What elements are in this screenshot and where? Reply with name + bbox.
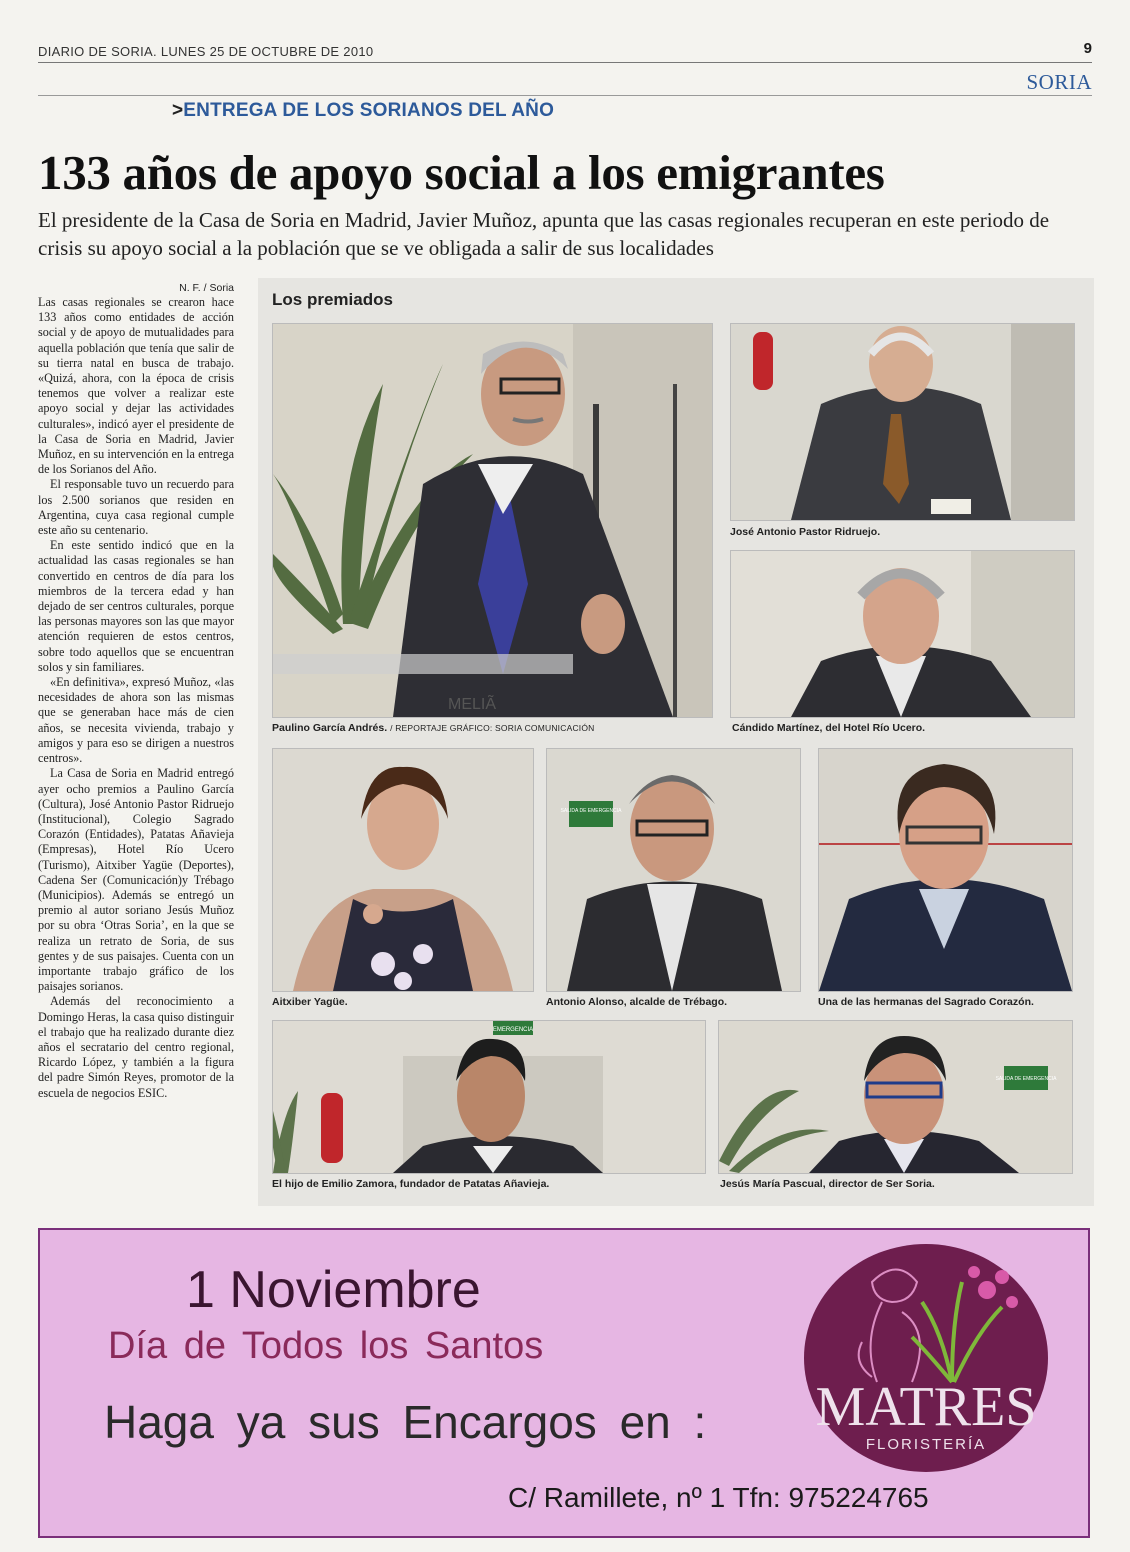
gallery-title: Los premiados [272, 290, 393, 309]
paragraph: Además del reconocimiento a Domingo Heras, la casa quiso distinguir el trabajo que ha realizado durante diez años el secratario del centro regional, Ricardo López, y también a la figura del padre Simón Reyes, promotor de la escuela de negocios ESIC. [38, 994, 234, 1100]
subheadline: El presidente de la Casa de Soria en Madrid, Javier Muñoz, apunta que las casas regionales recuperan en este periodo de crisis su apoyo social a la población que se ve obligada a salir de sus localidades [38, 208, 1050, 260]
caption-pastor: José Antonio Pastor Ridruejo. [730, 526, 881, 538]
header-rule [38, 62, 1092, 63]
exit-sign-text: SALIDA DE EMERGENCIA [995, 1076, 1057, 1082]
caption-hijo-zamora: El hijo de Emilio Zamora, fundador de Patatas Añavieja. [272, 1178, 550, 1190]
caption-hermana: Una de las hermanas del Sagrado Corazón. [818, 996, 1034, 1008]
date-line: DIARIO DE SORIA. LUNES 25 DE OCTUBRE DE 2010 [38, 44, 374, 59]
kicker-text: ENTREGA DE LOS SORIANOS DEL AÑO [183, 100, 555, 121]
photo-hermana-sagrado-corazon [818, 748, 1073, 992]
logo-name: MATRES [815, 1376, 1037, 1438]
paragraph: Las casas regionales se crearon hace 133 años como entidades de acción social y de apoyo de mutualidades para aquella población que tenía que salir de su tierra natal en busca de trabajo. «Quizá, ahora, con la época de crisis tenemos que volver a realizar este apoyo social y dejar las actividades culturales», indicó ayer el presidente de la Casa de Soria en Madrid, Javier Muñoz, en su intervención en la entrega de los Sorianos del Año. [38, 295, 234, 477]
matres-logo [802, 1242, 1050, 1474]
headline: 133 años de apoyo social a los emigrantes [38, 145, 885, 200]
section-label: SORIA [1026, 70, 1092, 94]
ad-address: C/ Ramillete, nº 1 Tfn: 975224765 [508, 1482, 929, 1513]
paragraph: El responsable tuvo un recuerdo para los 2.500 sorianos que residen en Argentina, cuya casa regional cumple este año su centenario. [38, 477, 234, 538]
kicker [172, 100, 554, 122]
photo-jesus-maria-pascual [718, 1020, 1073, 1174]
paragraph: «En definitiva», expresó Muñoz, «las necesidades de ahora son las mismas que se generaban hace más de cien años, se necesita vivienda, trabajo y amigos y para eso se dirigen a nuestros centros». [38, 675, 234, 766]
logo-subtitle: FLORISTERÍA [865, 1436, 987, 1453]
caption-jesus-maria: Jesús María Pascual, director de Ser Soria. [720, 1178, 935, 1190]
kicker-arrow: > [172, 100, 184, 121]
byline: N. F. / Soria [179, 282, 234, 294]
page-number: 9 [1083, 40, 1092, 57]
ad-call-to-action: Haga ya sus Encargos en : [104, 1396, 707, 1448]
exit-sign-text: SALIDA DE EMERGENCIA [560, 808, 622, 814]
caption-antonio: Antonio Alonso, alcalde de Trébago. [546, 996, 728, 1008]
photo-hijo-emilio-zamora [272, 1020, 706, 1174]
article-body [38, 295, 234, 1101]
paragraph: En este sentido indicó que en la actualidad las casas regionales se han convertido en centros de día para los miembros de la tercera edad y han dejado de ser centros culturales, porque las personas mayores son las que mayor atención requieren de estos centros, sobre todo aquellos que se encuentran solos y sin familiares. [38, 538, 234, 674]
photo-jose-antonio-pastor [730, 323, 1075, 521]
caption-aitxiber: Aitxiber Yagüe. [272, 996, 348, 1008]
photo-antonio-alonso [546, 748, 801, 992]
exit-sign-text: EMERGENCIA [492, 1027, 534, 1033]
photo-paulino-garcia [272, 323, 713, 718]
section-rule [38, 95, 1092, 96]
caption-text: Paulino García Andrés. [272, 722, 388, 734]
caption-paulino [272, 722, 595, 734]
melia-sign-text: MELIÃ [448, 696, 497, 713]
ad-date: 1 Noviembre [186, 1261, 481, 1319]
photo-credit: / REPORTAJE GRÁFICO: SORIA COMUNICACIÓN [390, 723, 595, 733]
photo-aitxiber-yague [272, 748, 534, 992]
paragraph: La Casa de Soria en Madrid entregó ayer ocho premios a Paulino García (Cultura), José Antonio Pastor Ridruejo (Institucional), Colegio Sagrado Corazón (Entidades), Patatas Añavieja (Empresas), Hotel Río Ucero (Turismo), Aitxiber Yagüe (Deportes), Cadena Ser (Comunicación)y Trébago (Municipios). Además se entregó un premio al autor soriano Jesús Muñoz por su obra ‘Otras Soria’, en la que se realiza un retrato de Soria, de sus gentes y de sus paisajes. Cuenta con un importante trabajo gráfico de los paisajes sorianos. [38, 766, 234, 994]
ad-holiday: Día de Todos los Santos [108, 1325, 544, 1367]
caption-candido: Cándido Martínez, del Hotel Río Ucero. [732, 722, 926, 734]
photo-candido-martinez [730, 550, 1075, 718]
